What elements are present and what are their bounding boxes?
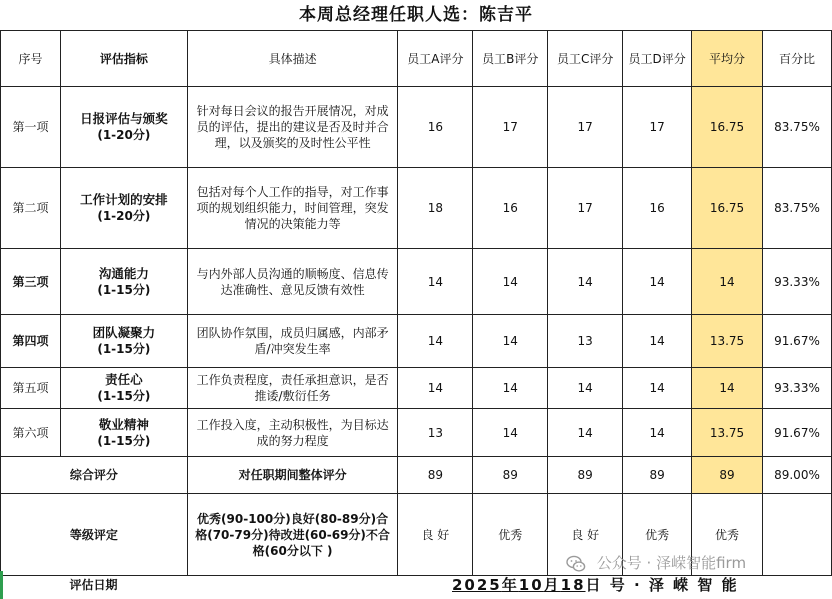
- grade-scale: 优秀(90-100分)良好(80-89分)合格(70-79分)待改进(60-69分)不合格(60分以下 ): [187, 494, 398, 576]
- indicator-range: (1-15分): [97, 342, 151, 356]
- percent: 93.33%: [762, 368, 831, 409]
- date-suffix: 号 · 泽 嵘 智 能: [609, 576, 739, 594]
- score-d: 16: [623, 168, 692, 249]
- grade-b: 优秀: [473, 494, 548, 576]
- score-b: 14: [473, 249, 548, 315]
- score-a: 18: [398, 168, 473, 249]
- date-day-unit: 日: [585, 576, 603, 594]
- grade-a: 良 好: [398, 494, 473, 576]
- score-a: 14: [398, 249, 473, 315]
- score-c: 17: [548, 87, 623, 168]
- table-row: [1, 368, 832, 409]
- date-month: 10: [518, 576, 544, 594]
- indicator-cell: [60, 168, 187, 249]
- page-title: 本周总经理任职人选：陈吉平: [299, 5, 533, 25]
- score-d: 14: [623, 315, 692, 368]
- indicator-name: 团队凝聚力: [92, 325, 156, 340]
- percent: 91.67%: [762, 315, 831, 368]
- row-no: 第三项: [1, 249, 61, 315]
- score-d: 14: [623, 368, 692, 409]
- header-score-b: 员工B评分: [473, 31, 548, 87]
- header-score-c: 员工C评分: [548, 31, 623, 87]
- score-c: 14: [548, 409, 623, 457]
- score-c: 13: [548, 315, 623, 368]
- table-row: [1, 315, 832, 368]
- row-no: 第五项: [1, 368, 61, 409]
- indicator-cell: [60, 87, 187, 168]
- summary-percent: 89.00%: [762, 457, 831, 494]
- average: 13.75: [692, 315, 763, 368]
- date-year: 2025: [452, 576, 502, 594]
- grade-average: 优秀: [692, 494, 763, 576]
- score-b: 14: [473, 409, 548, 457]
- indicator-cell: [60, 409, 187, 457]
- score-a: 14: [398, 315, 473, 368]
- summary-row: [1, 457, 832, 494]
- header-score-d: 员工D评分: [623, 31, 692, 87]
- table-row: [1, 168, 832, 249]
- score-d: 14: [623, 249, 692, 315]
- percent: 91.67%: [762, 409, 831, 457]
- score-c: 14: [548, 249, 623, 315]
- average: 14: [692, 249, 763, 315]
- score-c: 17: [548, 168, 623, 249]
- row-no: 第二项: [1, 168, 61, 249]
- description: 针对每日会议的报告开展情况，对成员的评估，提出的建议是否及时并合理，以及颁奖的及时性公平性: [187, 87, 398, 168]
- date-value: [452, 571, 739, 599]
- summary-score-d: 89: [623, 457, 692, 494]
- watermark-text: 公众号 · 泽嵘智能firm: [596, 554, 747, 572]
- grade-d: 优秀: [623, 494, 692, 576]
- header-row: [1, 31, 832, 87]
- indicator-cell: [60, 368, 187, 409]
- indicator-range: (1-20分): [97, 128, 151, 142]
- row-no: 第六项: [1, 409, 61, 457]
- row-no: 第四项: [1, 315, 61, 368]
- date-month-unit: 月: [543, 576, 561, 594]
- score-d: 17: [623, 87, 692, 168]
- average: 16.75: [692, 168, 763, 249]
- indicator-range: (1-15分): [97, 433, 151, 448]
- description: 团队协作氛围，成员归属感，内部矛盾/冲突发生率: [187, 315, 398, 368]
- score-a: 16: [398, 87, 473, 168]
- score-d: 14: [623, 409, 692, 457]
- score-b: 14: [473, 315, 548, 368]
- percent: 83.75%: [762, 87, 831, 168]
- score-a: 13: [398, 409, 473, 457]
- header-no: 序号: [1, 31, 61, 87]
- summary-average: 89: [692, 457, 763, 494]
- indicator-cell: [60, 315, 187, 368]
- description: 包括对每个人工作的指导，对工作事项的规划组织能力，时间管理，突发情况的决策能力等: [187, 168, 398, 249]
- header-desc: 具体描述: [187, 31, 398, 87]
- score-b: 17: [473, 87, 548, 168]
- header-score-a: 员工A评分: [398, 31, 473, 87]
- description: 工作负责程度，责任承担意识，是否推诿/敷衍任务: [187, 368, 398, 409]
- description: 工作投入度，主动积极性，为目标达成的努力程度: [187, 409, 398, 457]
- indicator-range: (1-15分): [97, 282, 151, 297]
- score-a: 14: [398, 368, 473, 409]
- header-percent: 百分比: [762, 31, 831, 87]
- summary-score-c: 89: [548, 457, 623, 494]
- indicator-name: 责任心: [105, 372, 143, 387]
- summary-score-b: 89: [473, 457, 548, 494]
- indicator-name: 敬业精神: [98, 416, 149, 432]
- indicator-name: 沟通能力: [98, 265, 149, 281]
- table-row: [1, 249, 832, 315]
- percent: 93.33%: [762, 249, 831, 315]
- row-no: 第一项: [1, 87, 61, 168]
- indicator-range: (1-20分): [97, 209, 151, 223]
- average: 16.75: [692, 87, 763, 168]
- header-average: 平均分: [692, 31, 763, 87]
- grade-blank: [762, 494, 831, 576]
- summary-label: 综合评分: [1, 457, 188, 494]
- description: 与内外部人员沟通的顺畅度、信息传达准确性、意见反馈有效性: [187, 249, 398, 315]
- percent: 83.75%: [762, 168, 831, 249]
- grade-label: 等级评定: [1, 494, 188, 576]
- summary-score-a: 89: [398, 457, 473, 494]
- header-indicator: 评估指标: [60, 31, 187, 87]
- date-row: [0, 571, 832, 599]
- table-row: [1, 409, 832, 457]
- summary-desc: 对任职期间整体评分: [187, 457, 398, 494]
- indicator-name: 日报评估与颁奖: [80, 111, 168, 126]
- grade-c: 良 好: [548, 494, 623, 576]
- indicator-range: (1-15分): [97, 389, 151, 403]
- indicator-name: 工作计划的安排: [80, 192, 168, 207]
- evaluation-table: [0, 30, 832, 576]
- date-year-unit: 年: [501, 576, 519, 594]
- score-c: 14: [548, 368, 623, 409]
- average: 14: [692, 368, 763, 409]
- date-label: 评估日期: [69, 578, 118, 592]
- table-row: [1, 87, 832, 168]
- score-b: 16: [473, 168, 548, 249]
- average: 13.75: [692, 409, 763, 457]
- score-b: 14: [473, 368, 548, 409]
- indicator-cell: [60, 249, 187, 315]
- date-day: 18: [560, 576, 586, 594]
